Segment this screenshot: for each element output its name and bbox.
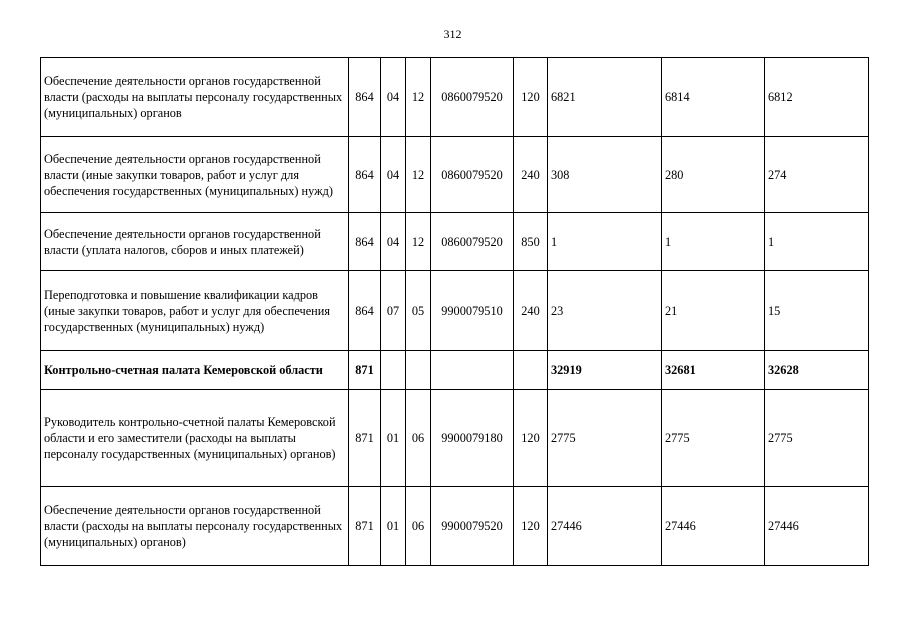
section-code: 07 — [381, 271, 406, 351]
amount-year-3: 15 — [765, 271, 869, 351]
expense-type-code: 240 — [514, 271, 548, 351]
table-row — [41, 137, 869, 213]
ministry-code: 864 — [349, 58, 381, 137]
row-description: Контрольно-счетная палата Кемеровской области — [41, 351, 349, 390]
section-code: 01 — [381, 487, 406, 566]
amount-year-3: 1 — [765, 213, 869, 271]
row-description: Обеспечение деятельности органов государственной власти (расходы на выплаты персоналу государственных (муниципальных) органов — [41, 58, 349, 137]
target-article-code: 0860079520 — [431, 58, 514, 137]
section-code: 04 — [381, 137, 406, 213]
section-code — [381, 351, 406, 390]
expense-type-code: 120 — [514, 58, 548, 137]
table-row — [41, 271, 869, 351]
amount-year-1: 6821 — [548, 58, 662, 137]
ministry-code: 864 — [349, 271, 381, 351]
subsection-code: 06 — [406, 390, 431, 487]
target-article-code: 9900079520 — [431, 487, 514, 566]
amount-year-3: 2775 — [765, 390, 869, 487]
subsection-code: 12 — [406, 213, 431, 271]
amount-year-3: 27446 — [765, 487, 869, 566]
target-article-code: 9900079510 — [431, 271, 514, 351]
table-row — [41, 351, 869, 390]
row-description: Обеспечение деятельности органов государственной власти (иные закупки товаров, работ и услуг для обеспечения государственных (муниципальных) нужд) — [41, 137, 349, 213]
target-article-code: 0860079520 — [431, 213, 514, 271]
table-row — [41, 213, 869, 271]
target-article-code — [431, 351, 514, 390]
amount-year-2: 21 — [662, 271, 765, 351]
expense-type-code — [514, 351, 548, 390]
row-description: Обеспечение деятельности органов государственной власти (уплата налогов, сборов и иных платежей) — [41, 213, 349, 271]
amount-year-3: 32628 — [765, 351, 869, 390]
expense-type-code: 850 — [514, 213, 548, 271]
ministry-code: 871 — [349, 487, 381, 566]
table-row — [41, 58, 869, 137]
subsection-code — [406, 351, 431, 390]
expense-type-code: 240 — [514, 137, 548, 213]
ministry-code: 871 — [349, 390, 381, 487]
amount-year-1: 23 — [548, 271, 662, 351]
amount-year-2: 1 — [662, 213, 765, 271]
section-code: 04 — [381, 58, 406, 137]
amount-year-3: 274 — [765, 137, 869, 213]
subsection-code: 05 — [406, 271, 431, 351]
table-row — [41, 390, 869, 487]
page-number: 312 — [443, 27, 462, 41]
section-code: 01 — [381, 390, 406, 487]
ministry-code: 871 — [349, 351, 381, 390]
subsection-code: 06 — [406, 487, 431, 566]
row-description: Руководитель контрольно-счетной палаты Кемеровской области и его заместители (расходы на выплаты персоналу государственных (муниципальных) органов) — [41, 390, 349, 487]
amount-year-1: 27446 — [548, 487, 662, 566]
amount-year-2: 6814 — [662, 58, 765, 137]
amount-year-2: 27446 — [662, 487, 765, 566]
budget-table — [40, 57, 869, 566]
expense-type-code: 120 — [514, 390, 548, 487]
ministry-code: 864 — [349, 137, 381, 213]
amount-year-1: 308 — [548, 137, 662, 213]
amount-year-1: 1 — [548, 213, 662, 271]
section-code: 04 — [381, 213, 406, 271]
amount-year-2: 32681 — [662, 351, 765, 390]
subsection-code: 12 — [406, 137, 431, 213]
target-article-code: 9900079180 — [431, 390, 514, 487]
row-description: Переподготовка и повышение квалификации кадров (иные закупки товаров, работ и услуг для обеспечения государственных (муниципальных) нужд) — [41, 271, 349, 351]
amount-year-1: 2775 — [548, 390, 662, 487]
target-article-code: 0860079520 — [431, 137, 514, 213]
subsection-code: 12 — [406, 58, 431, 137]
amount-year-3: 6812 — [765, 58, 869, 137]
amount-year-2: 280 — [662, 137, 765, 213]
ministry-code: 864 — [349, 213, 381, 271]
row-description: Обеспечение деятельности органов государственной власти (расходы на выплаты персоналу государственных (муниципальных) органов) — [41, 487, 349, 566]
amount-year-2: 2775 — [662, 390, 765, 487]
amount-year-1: 32919 — [548, 351, 662, 390]
table-row — [41, 487, 869, 566]
expense-type-code: 120 — [514, 487, 548, 566]
